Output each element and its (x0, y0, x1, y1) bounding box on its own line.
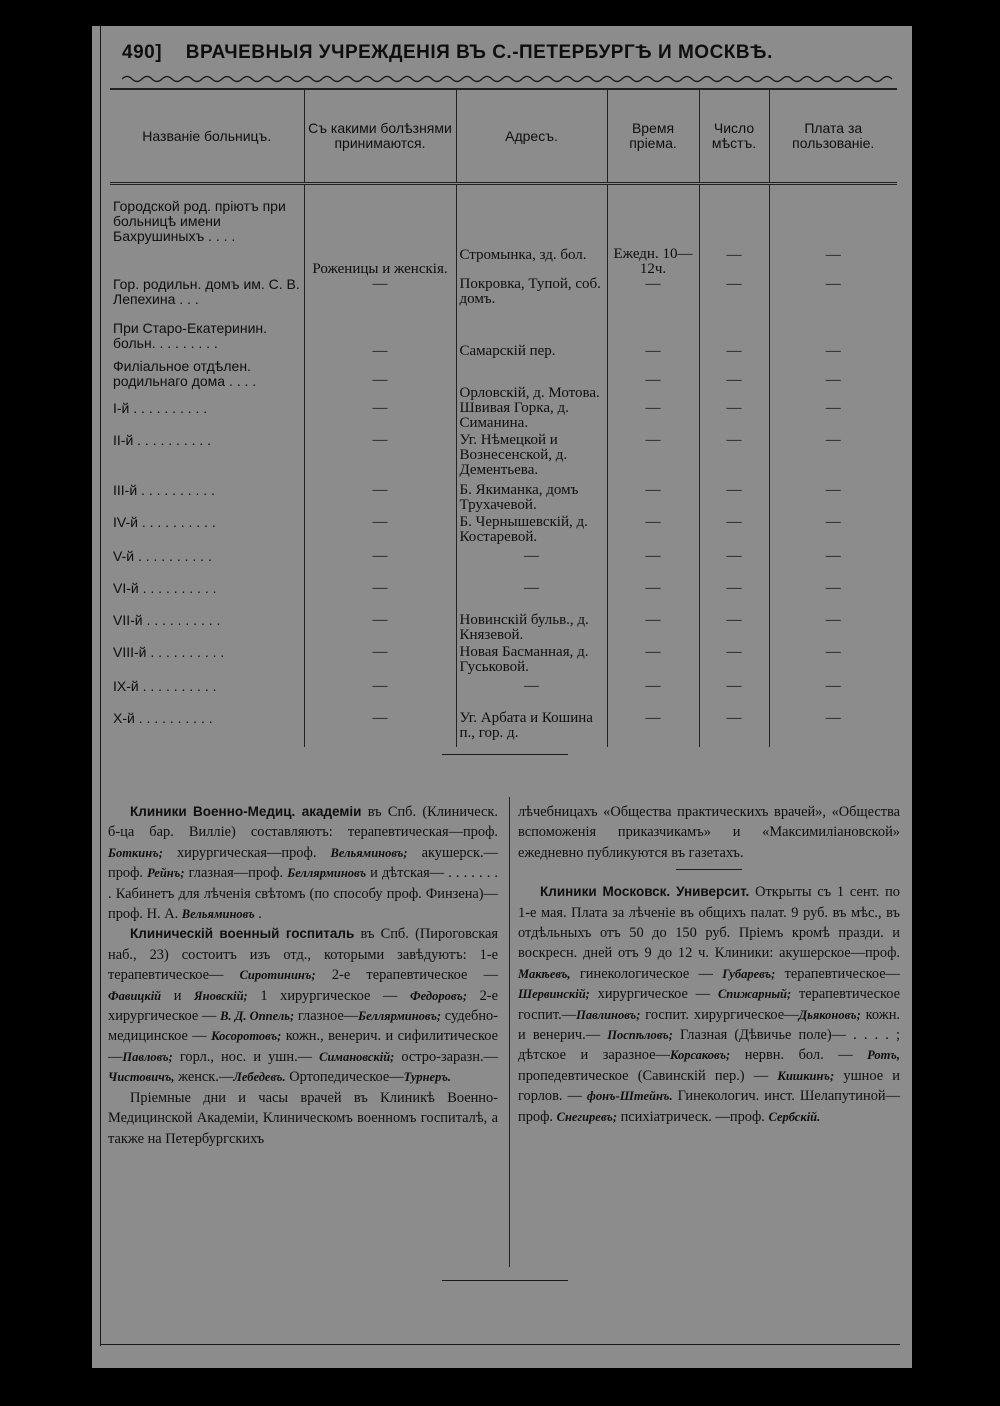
column-header: Число мѣстъ. (699, 89, 769, 184)
paragraph: Пріемные дни и часы врачей въ Клиникѣ Военно-Медицинской Академіи, Клиническомъ военномъ госпиталѣ, а также на Петербургскихъ (108, 1089, 498, 1147)
column-header: Названіе больницъ. (110, 89, 304, 184)
column-header: Плата за пользованіе. (769, 89, 897, 184)
beds-cell: — (699, 515, 769, 549)
table-row (110, 645, 897, 679)
person-name: Шервинскій; (518, 987, 590, 1002)
wavy-rule (122, 72, 894, 86)
person-name: Федоровъ; (410, 988, 467, 1003)
section-heading: Клиники Военно-Медиц. академіи (130, 804, 362, 819)
fee-cell: — (825, 432, 841, 448)
column-divider (509, 797, 510, 1267)
fee-cell: — (825, 482, 841, 498)
paragraph: Клиники Московск. Университ. Открыты съ 1 сент. по 1-е мая. Плата за лѣченіе въ общихъ палат. 9 руб. въ мѣс., въ отдѣльныхъ отъ 50 до 150 руб. Пріемъ кромѣ празди. и воскресн. дней отъ 9 до 12 ч. Клиники: акушерское—проф. Макѣевъ, гинекологическое — Губаревъ; терапевтическое—Шервинскій; хирургическое — Спижарный; терапевтическое госпит.—Павлиновъ; госпит. хирургическое—Дьяконовъ; кожн. и венерич.— Поспѣловъ; Глазная (Дѣвичье поле)— . . . . ; дѣтское и заразное—Корсаковъ; нервн. бол. — Ротъ, пропедевтическое (Савинскій пер.) — Кишкинъ; ушное и горлов. — фонъ-Штейнъ. Гинекологич. инст. Шелапутиной—проф. Снегиревъ; психіатрическ. —проф. Сербскій. (518, 884, 901, 1125)
person-name: Снегиревъ; (556, 1109, 617, 1124)
fee-cell: — (825, 343, 841, 359)
disease-cell: — (304, 515, 456, 549)
disease-cell: — (304, 277, 456, 321)
address-cell: Б. Якиманка, домъ Трухачевой. (456, 483, 607, 515)
section-divider (442, 754, 568, 755)
hospital-name: V-й . . . . . . . . . . (110, 549, 304, 581)
fee-cell: — (825, 612, 841, 628)
fee-cell: — (825, 710, 841, 726)
disease-cell: — (304, 359, 456, 401)
section-divider (442, 1280, 568, 1281)
beds-cell: — (699, 645, 769, 679)
fee-cell: — (825, 644, 841, 660)
address-cell: Б. Чернышевскій, д. Костаревой. (456, 515, 607, 549)
beds-cell: — (699, 433, 769, 483)
hospital-name: Городской род. пріютъ при больницѣ имени Бахрушиныхъ . . . . (110, 199, 304, 277)
paragraph: Клиники Военно-Медиц. академіи въ Спб. (Клиническ. б-ца бар. Виллie) составляютъ: терапевтическая—проф. Боткинъ; хирургическая—проф. Вельяминовъ; акушерск.—проф. Рейнъ; глазная—проф. Беллярминовъ и дѣтская— . . . . . . . . Кабинетъ для лѣченія свѣтомъ (по способу проф. Финзена)—проф. Н. А. Вельяминовъ . (108, 804, 499, 923)
table-row (110, 679, 897, 711)
hospital-name: IV-й . . . . . . . . . . (110, 515, 304, 549)
beds-cell: — (699, 277, 769, 321)
fee-cell: — (825, 371, 841, 388)
page-title: ВРАЧЕВНЫЯ УЧРЕЖДЕНІЯ ВЪ С.-ПЕТЕРБУРГѢ И МОСКВѢ. (185, 42, 773, 63)
page-number: 490] (122, 42, 163, 63)
fee-cell: — (825, 548, 841, 564)
beds-cell: — (699, 549, 769, 581)
disease-cell: — (304, 679, 456, 711)
table-row (110, 613, 897, 645)
table-row (110, 359, 897, 401)
hospital-name: IX-й . . . . . . . . . . (110, 679, 304, 711)
beds-cell: — (699, 321, 769, 359)
table-row (110, 433, 897, 483)
beds-cell: — (699, 199, 769, 277)
person-name: Беллярминовъ (287, 866, 367, 881)
person-name: Турнеръ. (403, 1070, 452, 1085)
address-cell: Уг. Нѣмецкой и Вознесенской, д. Дементьева. (456, 433, 607, 483)
time-cell: — (607, 433, 699, 483)
address-cell: — (456, 549, 607, 581)
hospital-name: X-й . . . . . . . . . . (110, 711, 304, 747)
time-cell: — (607, 581, 699, 613)
person-name: Рейнъ; (147, 866, 185, 881)
address-cell: Орловскій, д. Мотова. (456, 359, 607, 401)
fee-cell: — (825, 400, 841, 416)
disease-cell: — (304, 645, 456, 679)
table-row (110, 401, 897, 433)
table-row (110, 199, 897, 277)
address-cell: Швивая Горка, д. Симанина. (456, 401, 607, 433)
right-text-column (518, 802, 900, 1127)
fee-cell: — (825, 247, 841, 263)
table-header-row (110, 89, 897, 184)
person-name: Сиротининъ; (239, 968, 316, 983)
person-name: Беллярминовъ; (358, 1009, 442, 1024)
person-name: Фавицкій (108, 988, 162, 1003)
person-name: Сербскій. (768, 1109, 821, 1124)
person-name: Лебедевъ. (233, 1070, 286, 1085)
beds-cell: — (699, 679, 769, 711)
left-text-column (108, 802, 498, 1149)
person-name: Вельяминовъ; (330, 845, 408, 860)
hospital-name: VII-й . . . . . . . . . . (110, 613, 304, 645)
table-row (110, 711, 897, 747)
person-name: Поспѣловъ; (607, 1028, 673, 1043)
address-cell: — (456, 581, 607, 613)
disease-cell: Роженицы и женскія. (304, 199, 456, 277)
address-cell: Новая Басманная, д. Гуськовой. (456, 645, 607, 679)
paragraph: Клиническій военный госпиталь въ Спб. (Пироговская наб., 23) состоитъ изъ отд., которыми завѣдуютъ: 1-е терапевтическое— Сиротининъ; 2-е терапевтическое — Фавицкій и Яновскій; 1 хирургическое — Федоровъ; 2-е хирургическое — В. Д. Оппель; глазное—Беллярминовъ; судебно-медицинское — Косоротовъ; кожн., венерич. и сифилитическое—Павловъ; горл., нос. и ушн.— Симановскій; остро-заразн.— Чистовичъ, женск.—Лебедевъ. Ортопедическое—Турнеръ. (108, 926, 499, 1086)
person-name: Яновскій; (194, 988, 248, 1003)
hospital-name: III-й . . . . . . . . . . (110, 483, 304, 515)
table-row (110, 277, 897, 321)
page-header (122, 42, 882, 72)
person-name: Губаревъ; (722, 966, 776, 981)
hospitals-table (110, 88, 897, 747)
time-cell: — (607, 711, 699, 747)
disease-cell: — (304, 549, 456, 581)
page-border (100, 1344, 900, 1345)
beds-cell: — (699, 483, 769, 515)
time-cell: — (607, 277, 699, 321)
person-name: Вельяминовъ (181, 907, 255, 922)
hospital-name: Филіальное отдѣлен. родильнаго дома . . . . (110, 359, 304, 401)
time-cell: — (607, 515, 699, 549)
hospital-name: Гор. родильн. домъ им. С. В. Лепехина . . . (110, 277, 304, 321)
disease-cell: — (304, 433, 456, 483)
person-name: Симановскій; (319, 1049, 395, 1064)
beds-cell: — (699, 613, 769, 645)
column-header: Адресъ. (456, 89, 607, 184)
beds-cell: — (699, 711, 769, 747)
beds-cell: — (699, 581, 769, 613)
person-name: Корсаковъ; (669, 1048, 731, 1063)
time-cell: Ежедн. 10—12ч. (607, 199, 699, 277)
address-cell: — (456, 679, 607, 711)
column-header: Съ какими болѣзнями принимаются. (304, 89, 456, 184)
table-row (110, 483, 897, 515)
beds-cell: — (699, 401, 769, 433)
person-name: Косоротовъ; (211, 1029, 282, 1044)
time-cell: — (607, 613, 699, 645)
disease-cell: — (304, 483, 456, 515)
person-name: Спижарный; (717, 987, 792, 1002)
person-name: Макѣевъ, (518, 966, 571, 981)
section-heading: Клиники Московск. Университ. (540, 884, 750, 900)
time-cell: — (607, 321, 699, 359)
person-name: фонъ-Штейнъ. (586, 1089, 673, 1104)
person-name: Чистовичъ, (108, 1070, 175, 1085)
disease-cell: — (304, 321, 456, 359)
fee-cell: — (825, 678, 841, 694)
fee-cell: — (825, 580, 841, 596)
address-cell: Самарскій пер. (456, 321, 607, 359)
time-cell: — (607, 359, 699, 401)
disease-cell: — (304, 401, 456, 433)
paragraph: лѣчебницахъ «Общества практическихъ врачей», «Общества вспоможенія приказчикамъ» и «Максимиліановской» ежедневно публикуются въ газетахъ. (518, 804, 900, 861)
disease-cell: — (304, 711, 456, 747)
section-heading: Клиническій военный госпиталь (130, 926, 355, 942)
address-cell: Уг. Арбата и Кошина п., гор. д. (456, 711, 607, 747)
time-cell: — (607, 483, 699, 515)
hospital-name: I-й . . . . . . . . . . (110, 401, 304, 433)
time-cell: — (607, 679, 699, 711)
hospital-name: При Старо-Екатеринин. больн. . . . . . . . . (110, 321, 304, 359)
table-row (110, 321, 897, 359)
paragraph-divider (676, 869, 742, 870)
time-cell: — (607, 645, 699, 679)
column-header: Время пріема. (607, 89, 699, 184)
person-name: Павлиновъ; (576, 1007, 641, 1022)
book-page (92, 26, 912, 1368)
hospital-name: VI-й . . . . . . . . . . (110, 581, 304, 613)
page-border (100, 26, 101, 1346)
address-cell: Новинскій бульв., д. Князевой. (456, 613, 607, 645)
disease-cell: — (304, 581, 456, 613)
disease-cell: — (304, 613, 456, 645)
beds-cell: — (699, 359, 769, 401)
person-name: Дьяконовъ; (798, 1007, 861, 1022)
table-row (110, 515, 897, 549)
time-cell: — (607, 401, 699, 433)
fee-cell: — (825, 276, 841, 292)
address-cell: Покровка, Тупой, соб. домъ. (456, 277, 607, 321)
person-name: Боткинъ; (108, 845, 163, 860)
person-name: Павловъ; (122, 1049, 173, 1064)
table-row (110, 581, 897, 613)
table-row (110, 549, 897, 581)
time-cell: — (607, 549, 699, 581)
person-name: Кишкинъ; (777, 1068, 835, 1083)
address-cell: Стромынка, зд. бол. (456, 199, 607, 277)
person-name: Ротъ, (867, 1048, 901, 1063)
hospital-name: II-й . . . . . . . . . . (110, 433, 304, 483)
person-name: В. Д. Оппель; (220, 1009, 295, 1024)
hospital-name: VIII-й . . . . . . . . . . (110, 645, 304, 679)
fee-cell: — (825, 514, 841, 530)
